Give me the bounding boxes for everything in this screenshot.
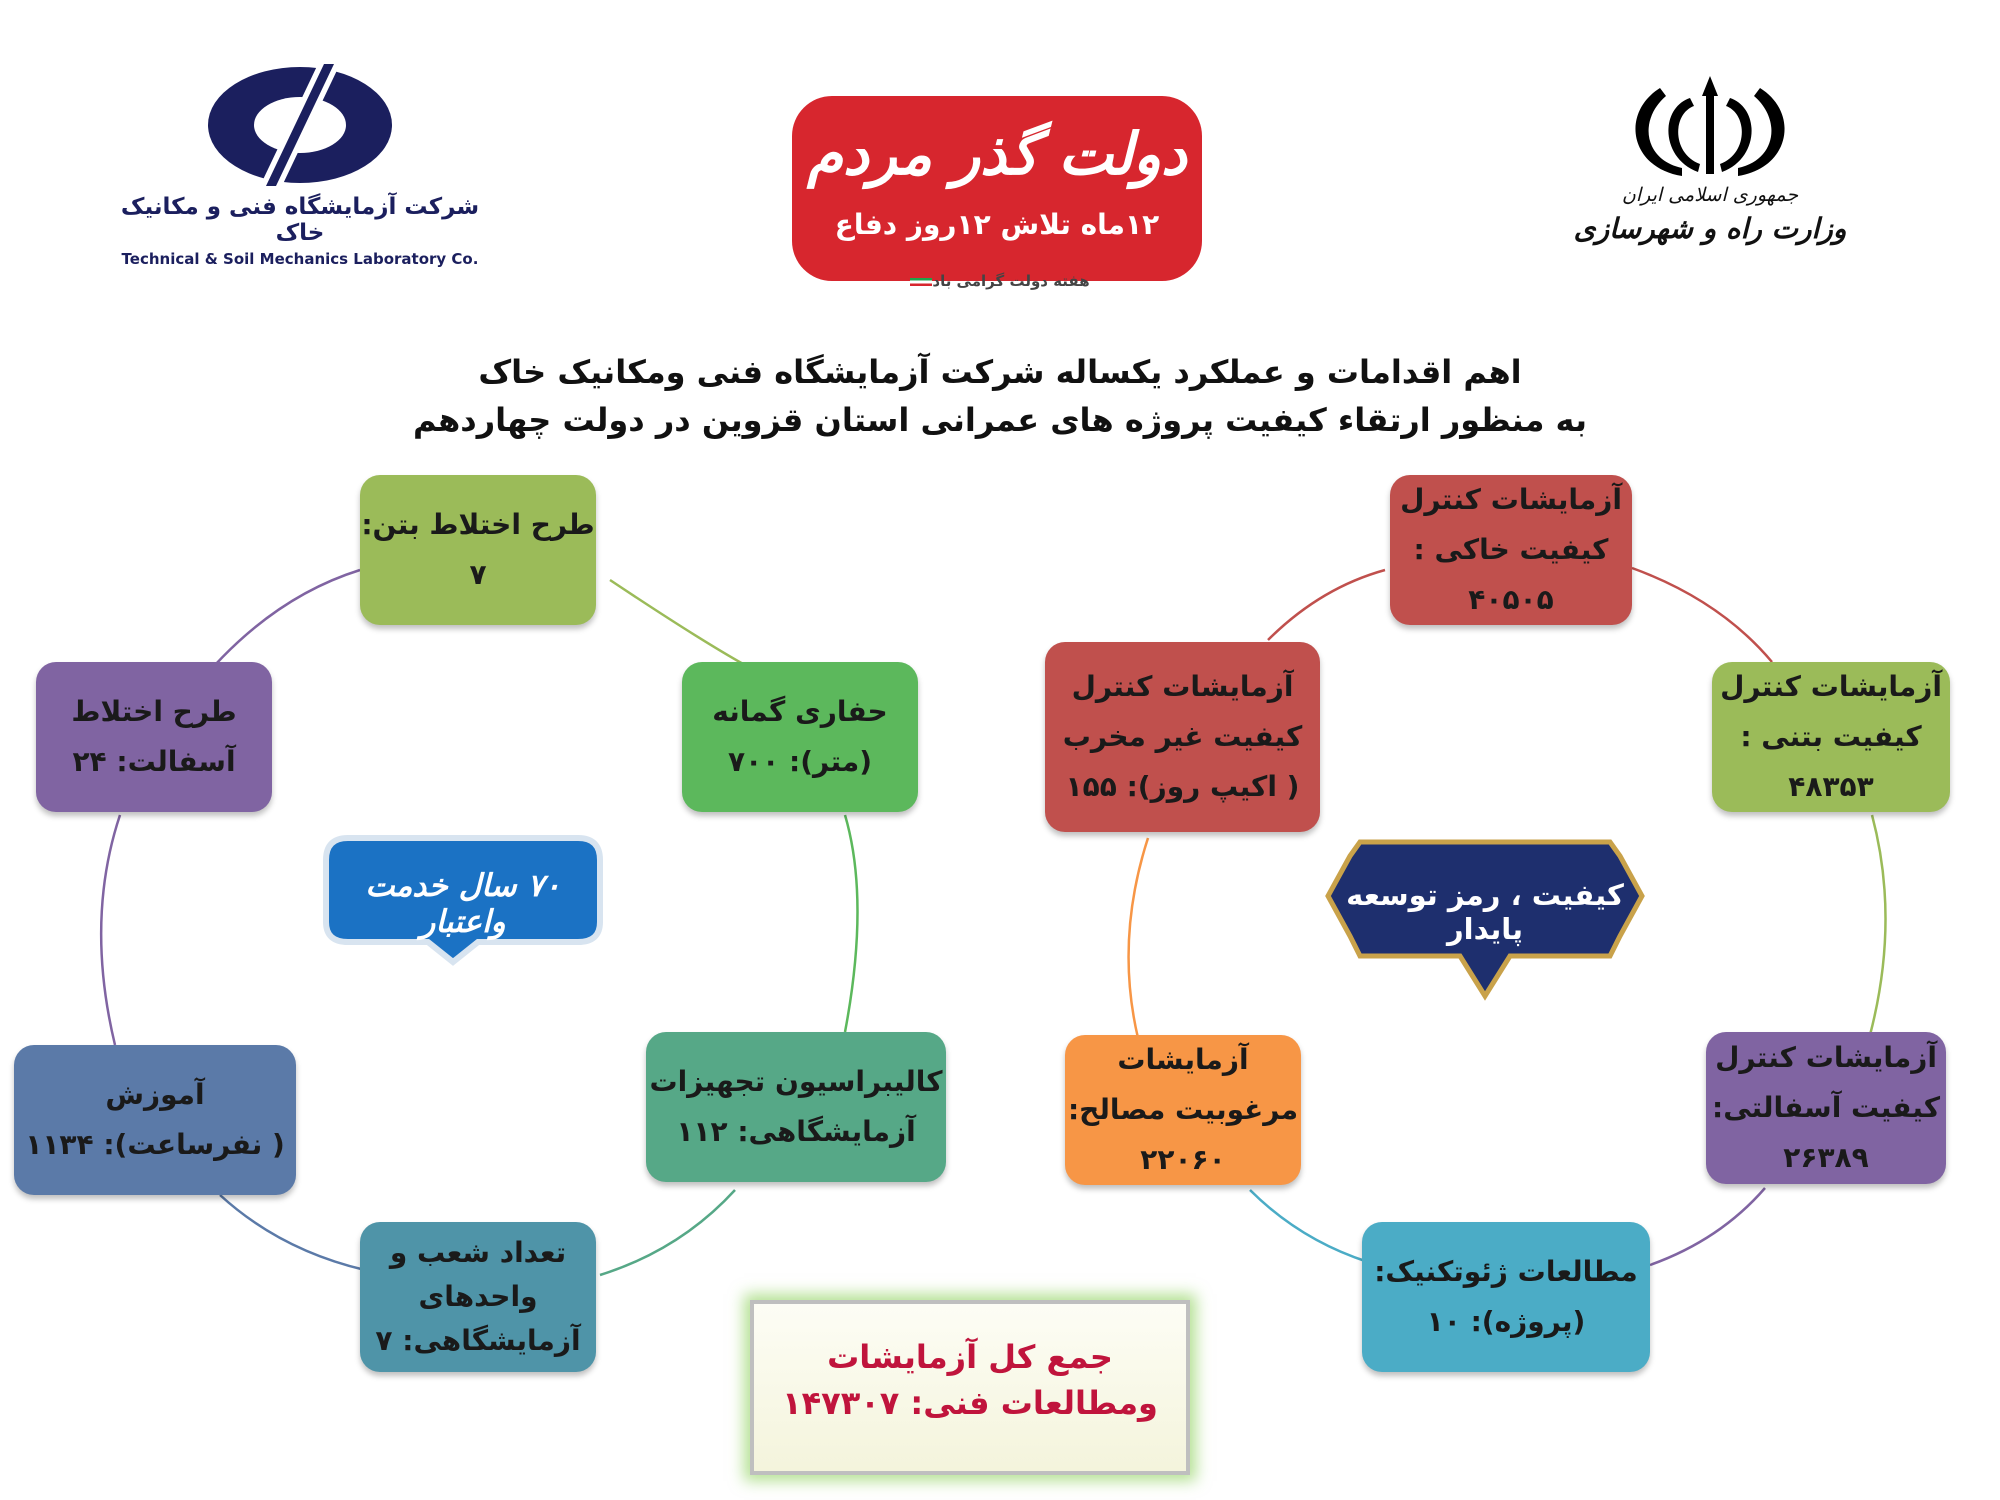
lab-branches-box — [360, 1222, 596, 1372]
total-value: ومطالعات فنی: ۱۴۷۳۰۷ — [782, 1384, 1158, 1422]
company-name-en: Technical & Soil Mechanics Laboratory Co. — [121, 250, 479, 268]
soil-quality-tests-box — [1390, 475, 1632, 625]
box-line: آزمایشات — [1117, 1043, 1249, 1076]
title-line-1: اهم اقدامات و عملکرد یکساله شرکت آزمایشگاه فنی ومکانیک خاک — [478, 353, 1522, 391]
right-ring-arc — [1632, 568, 1772, 662]
geotechnical-studies-box — [1362, 1222, 1650, 1372]
box-value: ۴۸۳۵۳ — [1788, 770, 1874, 803]
ministry-name: وزارت راه و شهرسازی — [1573, 212, 1847, 245]
box-line: کیفیت غیر مخرب — [1062, 720, 1303, 753]
right-ring-arc — [1250, 1190, 1368, 1262]
campaign-title: دولت گذر مردم — [807, 120, 1187, 188]
materials-tests-box — [1065, 1035, 1301, 1185]
box-value: ۴۰۵۰۵ — [1468, 583, 1554, 616]
concrete-mix-design-box — [360, 475, 596, 625]
left-ring-arc — [101, 815, 120, 1045]
box-line: مرغوبیت مصالح: — [1067, 1093, 1299, 1126]
box-value: (پروژه): ۱۰ — [1426, 1305, 1586, 1338]
asphalt-quality-tests-box — [1706, 1032, 1946, 1184]
training-box — [14, 1045, 296, 1195]
box-value: ۷ — [469, 558, 487, 591]
box-line: کالیبراسیون تجهیزات — [649, 1065, 943, 1098]
quality-motto-text: کیفیت ، رمز توسعه پایدار — [1346, 878, 1624, 946]
test-pit-drilling-box — [682, 662, 918, 812]
box-value: ( اکیپ روز): ۱۵۵ — [1065, 770, 1300, 803]
left-ring-arc — [600, 1190, 735, 1275]
box-line: کیفیت خاکی : — [1413, 533, 1609, 566]
box-value: آزمایشگاهی: ۱۱۲ — [676, 1115, 916, 1148]
box-value: ( نفرساعت): ۱۱۳۴ — [25, 1128, 285, 1161]
equipment-calibration-box — [646, 1032, 946, 1182]
box-line: آزمایشات کنترل — [1400, 483, 1622, 516]
box-line: آزمایشات کنترل — [1720, 670, 1942, 703]
box-line: کیفیت آسفالتی: — [1712, 1091, 1940, 1124]
left-ring-arc — [610, 580, 745, 665]
right-ring-arc — [1870, 815, 1886, 1035]
box-line: کیفیت بتنی : — [1740, 720, 1922, 753]
asphalt-mix-design-box — [36, 662, 272, 812]
box-line: واحدهای — [418, 1280, 538, 1313]
box-value: آزمایشگاهی: ۷ — [375, 1324, 581, 1357]
campaign-footer-text: هفته دولت گرامی باد — [932, 272, 1090, 290]
quality-motto-badge — [1320, 836, 1650, 1006]
seventy-years-text: ۷۰ سال خدمت واعتبار — [365, 868, 561, 940]
box-line: آموزش — [105, 1078, 205, 1111]
title-line-2: به منظور ارتقاء کیفیت پروژه های عمرانی استان قزوین در دولت چهاردهم — [413, 401, 1587, 439]
left-ring-arc — [845, 815, 858, 1032]
box-value: ۲۶۳۸۹ — [1783, 1141, 1869, 1174]
concrete-quality-tests-box — [1712, 662, 1950, 812]
total-tests-box — [750, 1300, 1190, 1475]
box-line: آزمایشات کنترل — [1071, 670, 1294, 703]
ndt-tests-box — [1045, 642, 1320, 832]
box-line: مطالعات ژئوتکنیک: — [1374, 1255, 1638, 1288]
box-value: آسفالت: ۲۴ — [72, 745, 236, 778]
total-label: جمع کل آزمایشات — [827, 1338, 1113, 1376]
left-ring-arc — [215, 570, 360, 665]
right-ring-arc — [1650, 1188, 1765, 1265]
box-line: حفاری گمانه — [712, 695, 888, 728]
company-name-fa: شرکت آزمایشگاه فنی و مکانیک خاک — [120, 194, 480, 246]
box-value: (متر): ۷۰۰ — [728, 745, 873, 778]
seventy-years-badge — [318, 830, 608, 970]
box-line: تعداد شعب و — [389, 1236, 567, 1269]
box-line: طرح اختلاط — [71, 695, 237, 728]
box-value: ۲۲۰۶۰ — [1140, 1143, 1226, 1176]
left-ring-arc — [220, 1195, 365, 1270]
right-ring-arc — [1129, 838, 1148, 1038]
ministry-country: جمهوری اسلامی ایران — [1621, 184, 1799, 206]
box-line: آزمایشات کنترل — [1715, 1041, 1937, 1074]
box-line: طرح اختلاط بتن: — [361, 508, 595, 541]
campaign-subtitle: ۱۲ماه تلاش ۱۲روز دفاع — [834, 208, 1160, 241]
right-ring-arc — [1268, 570, 1385, 640]
